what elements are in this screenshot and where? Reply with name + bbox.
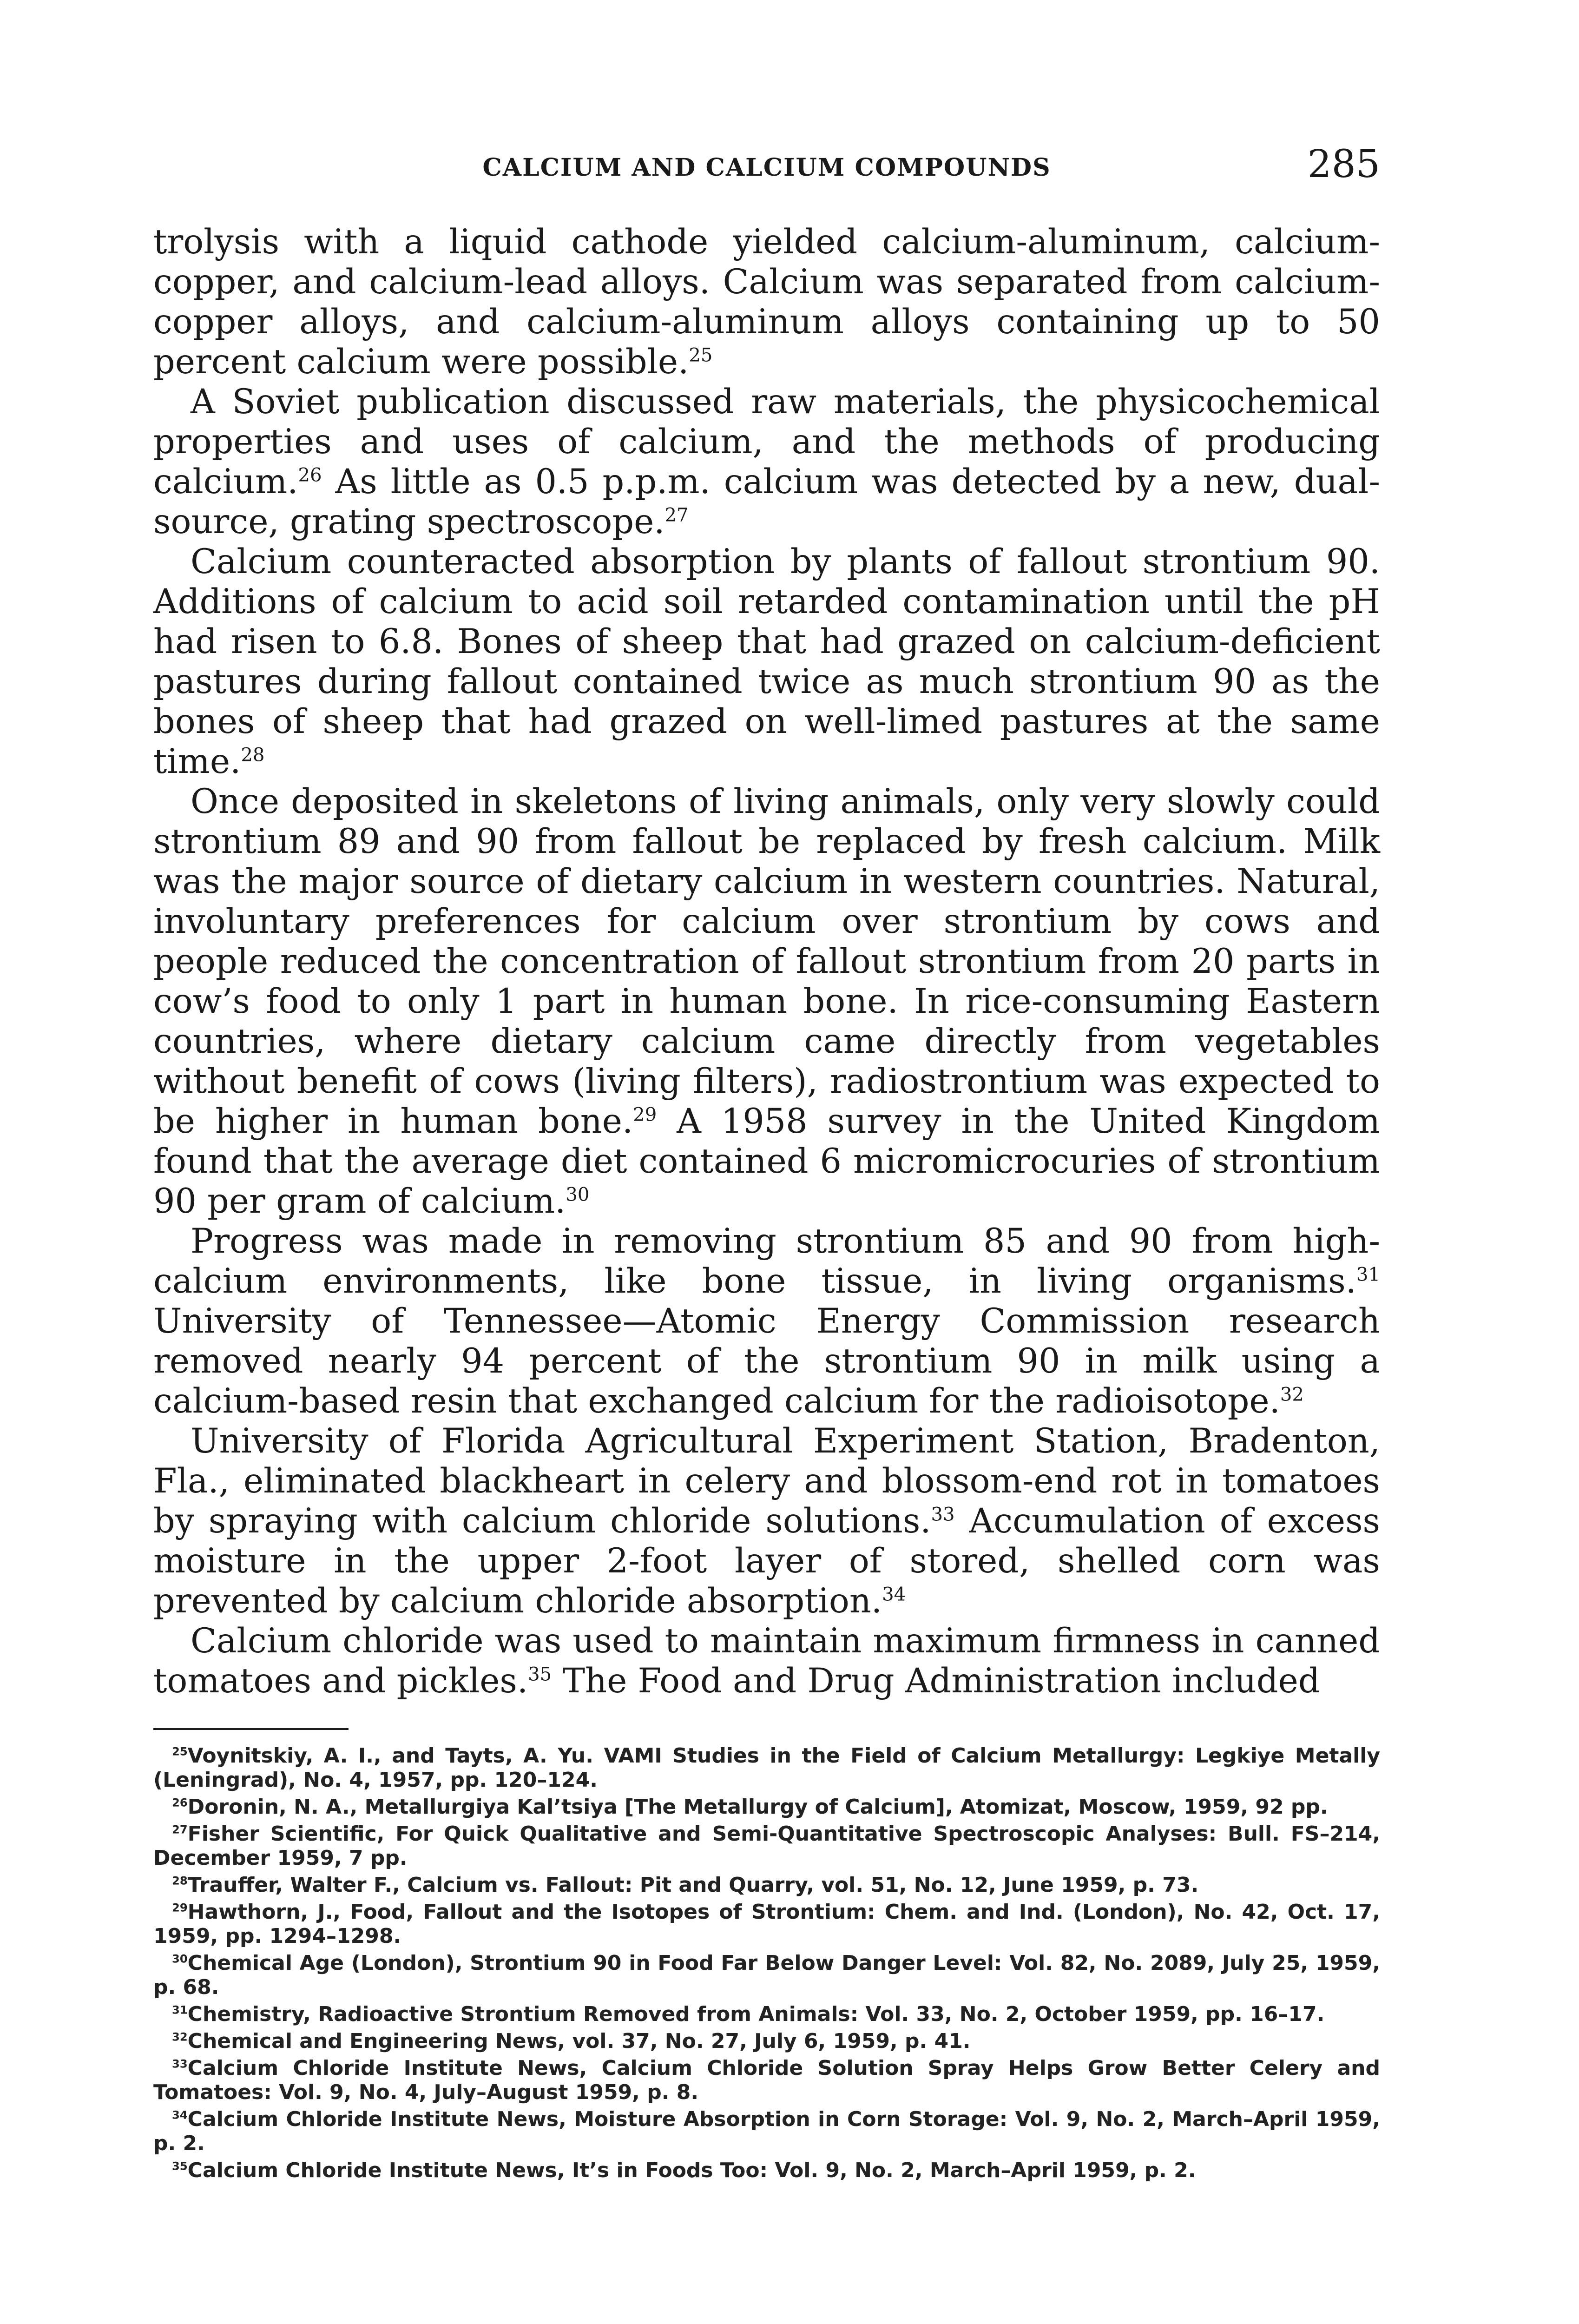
footnote-number: 27 bbox=[172, 1823, 188, 1836]
footnote-text: Trauffer, Walter F., Calcium vs. Fallout: Pit and Quarry, vol. 51, No. 12, June 1959, p. 73. bbox=[187, 1873, 1199, 1897]
footnote-text: Calcium Chloride Institute News, It’s in Foods Too: Vol. 9, No. 2, March–April 1959, p. 2. bbox=[187, 2159, 1196, 2182]
paragraph-text: A Soviet publication discussed raw materials, the physicochemical properties and uses of calcium, and the methods of producing calcium. bbox=[153, 382, 1380, 502]
footnote bbox=[153, 2029, 1380, 2053]
footnote-number: 34 bbox=[172, 2108, 188, 2122]
footnote-reference: 27 bbox=[664, 504, 689, 526]
footnote-reference: 28 bbox=[241, 744, 265, 766]
body-paragraph bbox=[153, 1421, 1380, 1621]
footnote bbox=[153, 1951, 1380, 2000]
footnote bbox=[153, 1873, 1380, 1897]
footnote-text: Calcium Chloride Institute News, Calcium Chloride Solution Spray Helps Grow Better Celery and Tomatoes: Vol. 9, No. 4, July–August 1959, p. 8. bbox=[153, 2056, 1380, 2104]
footnote bbox=[153, 1822, 1380, 1870]
paragraph-text: Accumulation of excess moisture in the upper 2-foot layer of stored, shelled corn was prevented by calcium chloride absorption. bbox=[153, 1501, 1380, 1621]
paragraph-text: The Food and Drug Administration included bbox=[552, 1661, 1320, 1701]
footnote bbox=[153, 1744, 1380, 1792]
footnote-text: Hawthorn, J., Food, Fallout and the Isotopes of Strontium: Chem. and Ind. (London), No. 42, Oct. 17, 1959, pp. 1294–1298. bbox=[153, 1900, 1380, 1948]
footnote-number: 33 bbox=[172, 2057, 188, 2071]
body-paragraph bbox=[153, 222, 1380, 382]
footnote-number: 29 bbox=[172, 1901, 188, 1915]
footnote-number: 35 bbox=[172, 2159, 188, 2173]
paragraph-text: A 1958 survey in the United Kingdom found that the average diet contained 6 micromicrocuries of strontium 90 per gram of calcium. bbox=[153, 1102, 1380, 1221]
footnote-text: Doronin, N. A., Metallurgiya Kal’tsiya [The Metallurgy of Calcium], Atomizat, Moscow, 1959, 92 pp. bbox=[187, 1795, 1328, 1819]
footnote-reference: 34 bbox=[882, 1584, 906, 1605]
footnote-number: 26 bbox=[172, 1796, 188, 1809]
footnote-reference: 25 bbox=[689, 344, 713, 366]
paragraph-text: As little as 0.5 p.p.m. calcium was detected by a new, dual-source, grating spectroscope. bbox=[153, 462, 1380, 541]
footnote-text: Calcium Chloride Institute News, Moisture Absorption in Corn Storage: Vol. 9, No. 2, March–April 1959, p. 2. bbox=[153, 2107, 1380, 2155]
footnote-reference: 32 bbox=[1280, 1384, 1304, 1406]
paragraph-text: Progress was made in removing strontium 85 and 90 from high-calcium environments, like bone tissue, in living organisms. bbox=[153, 1221, 1380, 1301]
footnote bbox=[153, 2002, 1380, 2027]
footnote-text: Voynitskiy, A. I., and Tayts, A. Yu. VAMI Studies in the Field of Calcium Metallurgy: Legkiye Metally (Leningrad), No. 4, 1957, pp. 120–124. bbox=[153, 1744, 1380, 1792]
footnote-number: 28 bbox=[172, 1874, 188, 1888]
paragraph-text: Once deposited in skeletons of living animals, only very slowly could strontium 89 and 90 from fallout be replaced by fresh calcium. Milk was the major source of dietary calcium in western countries. Natural, involuntary preferences for calcium over strontium by cows and people reduced the concentration of fallout strontium from 20 parts in cow’s food to only 1 part in human bone. In rice-consuming Eastern countries, where dietary calcium came directly from vegetables without benefit of cows (living filters), radiostrontium was expected to be higher in human bone. bbox=[153, 782, 1380, 1141]
body-paragraph bbox=[153, 1221, 1380, 1421]
footnote-text: Chemistry, Radioactive Strontium Removed from Animals: Vol. 33, No. 2, October 1959, pp. 16–17. bbox=[187, 2002, 1325, 2026]
paragraph-text: trolysis with a liquid cathode yielded calcium-aluminum, calcium-copper, and calcium-lead alloys. Calcium was separated from calcium-copper alloys, and calcium-aluminum alloys containing up to 50 percent calcium were possible. bbox=[153, 222, 1380, 382]
body-paragraph bbox=[153, 542, 1380, 782]
body-text bbox=[153, 222, 1380, 1701]
footnote-number: 32 bbox=[172, 2030, 188, 2044]
footnote-reference: 31 bbox=[1356, 1264, 1380, 1286]
footnote-number: 30 bbox=[172, 1952, 188, 1966]
footnote-reference: 30 bbox=[566, 1184, 590, 1206]
footnote bbox=[153, 2107, 1380, 2156]
footnote-number: 31 bbox=[172, 2003, 188, 2017]
footnotes bbox=[153, 1744, 1380, 2183]
footnote-reference: 35 bbox=[528, 1664, 552, 1685]
footnote bbox=[153, 1795, 1380, 1819]
body-paragraph bbox=[153, 1621, 1380, 1701]
paragraph-text: Calcium counteracted absorption by plants of fallout strontium 90. Additions of calcium to acid soil retarded contamination until the pH had risen to 6.8. Bones of sheep that had grazed on calcium-deficient pastures during fallout contained twice as much strontium 90 as the bones of sheep that had grazed on well-limed pastures at the same time. bbox=[153, 542, 1380, 781]
paragraph-text: University of Florida Agricultural Experiment Station, Bradenton, Fla., eliminated blackheart in celery and blossom-end rot in tomatoes by spraying with calcium chloride solutions. bbox=[153, 1421, 1380, 1541]
footnote bbox=[153, 2159, 1380, 2183]
body-paragraph bbox=[153, 782, 1380, 1221]
footnote-text: Fisher Scientific, For Quick Qualitative and Semi-Quantitative Spectroscopic Analyses: Bull. FS–214, December 1959, 7 pp. bbox=[153, 1822, 1380, 1870]
footnote-number: 25 bbox=[172, 1745, 188, 1758]
footnote-reference: 33 bbox=[931, 1504, 955, 1525]
footnote bbox=[153, 2056, 1380, 2105]
footnote-reference: 26 bbox=[298, 464, 322, 486]
footnote-rule bbox=[153, 1728, 349, 1730]
running-head: CALCIUM AND CALCIUM COMPOUNDS bbox=[482, 153, 1051, 182]
document-page bbox=[153, 139, 1380, 2185]
paragraph-text: Calcium chloride was used to maintain maximum firmness in canned tomatoes and pickles. bbox=[153, 1621, 1380, 1701]
paragraph-text: University of Tennessee—Atomic Energy Commission research removed nearly 94 percent of the strontium 90 in milk using a calcium-based resin that exchanged calcium for the radioisotope. bbox=[153, 1301, 1380, 1421]
footnote bbox=[153, 1900, 1380, 1948]
footnote-text: Chemical and Engineering News, vol. 37, No. 27, July 6, 1959, p. 41. bbox=[187, 2029, 971, 2053]
footnote-text: Chemical Age (London), Strontium 90 in Food Far Below Danger Level: Vol. 82, No. 2089, July 25, 1959, p. 68. bbox=[153, 1951, 1380, 1999]
body-paragraph bbox=[153, 382, 1380, 542]
footnote-reference: 29 bbox=[633, 1104, 657, 1126]
page-header bbox=[153, 139, 1380, 200]
page-number: 285 bbox=[1307, 142, 1380, 186]
